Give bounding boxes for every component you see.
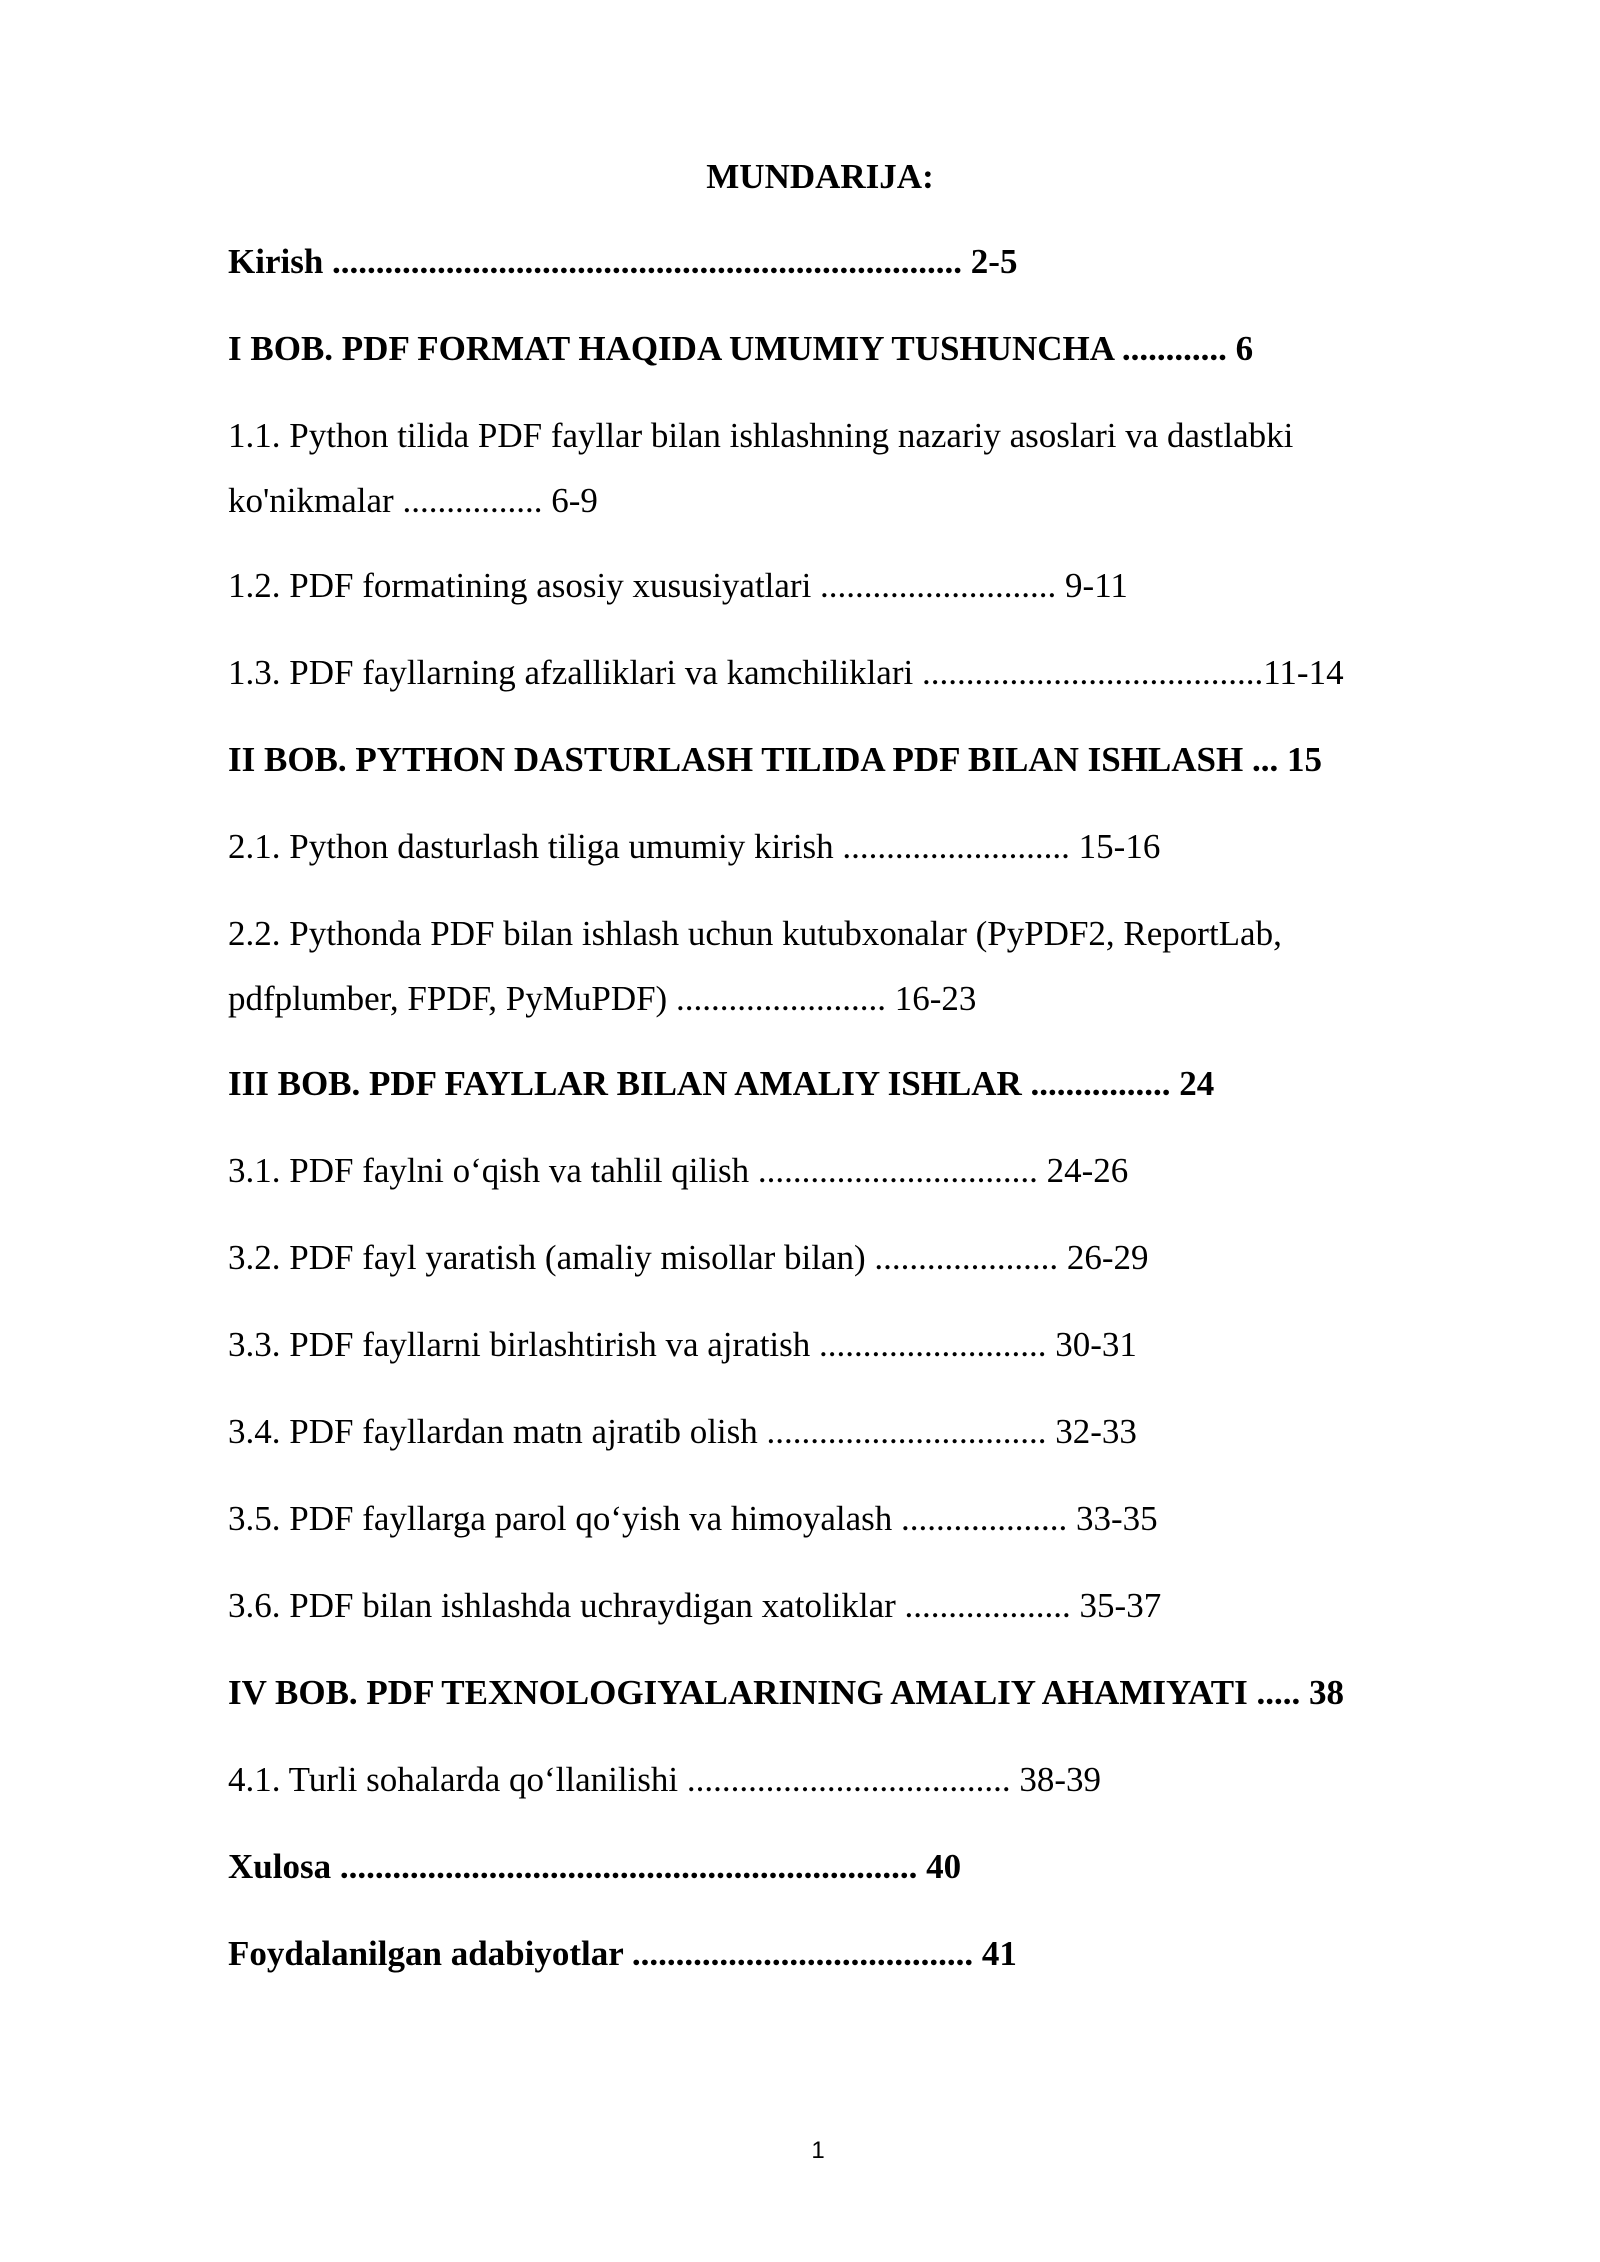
- toc-section-3-4: 3.4. PDF fayllardan matn ajratib olish ................................ 32-33: [228, 1412, 1137, 1451]
- toc-chapter-2: II BOB. PYTHON DASTURLASH TILIDA PDF BILAN ISHLASH ... 15: [228, 740, 1322, 779]
- toc-section-2-2: 2.2. Pythonda PDF bilan ishlash uchun kutubxonalar (PyPDF2, ReportLab, pdfplumber, FPDF, PyMuPDF) ........................ 16-23: [228, 914, 1282, 1018]
- page-number: 1: [811, 2137, 825, 2164]
- toc-chapter-1: I BOB. PDF FORMAT HAQIDA UMUMIY TUSHUNCHA ............ 6: [228, 329, 1254, 368]
- toc-section-1-1: 1.1. Python tilida PDF fayllar bilan ishlashning nazariy asoslari va dastlabki ko'nikmalar ................ 6-9: [228, 416, 1294, 520]
- toc-section-3-1: 3.1. PDF faylni o‘qish va tahlil qilish ................................ 24-26: [228, 1151, 1129, 1190]
- toc-section-2-1: 2.1. Python dasturlash tiliga umumiy kirish .......................... 15-16: [228, 827, 1161, 866]
- toc-title: MUNDARIJA:: [706, 157, 934, 196]
- toc-chapter-4: IV BOB. PDF TEXNOLOGIYALARINING AMALIY AHAMIYATI ..... 38: [228, 1673, 1344, 1712]
- toc-section-3-6: 3.6. PDF bilan ishlashda uchraydigan xatoliklar ................... 35-37: [228, 1586, 1162, 1625]
- toc-entry-adabiyotlar: Foydalanilgan adabiyotlar ....................................... 41: [228, 1934, 1017, 1973]
- toc-section-1-2: 1.2. PDF formatining asosiy xususiyatlari ........................... 9-11: [228, 566, 1128, 605]
- toc-entry-kirish: Kirish ........................................................................ 2-5: [228, 242, 1018, 281]
- toc-section-3-5: 3.5. PDF fayllarga parol qo‘yish va himoyalash ................... 33-35: [228, 1499, 1158, 1538]
- toc-entry-xulosa: Xulosa .................................................................. 40: [228, 1847, 962, 1886]
- toc-section-4-1: 4.1. Turli sohalarda qo‘llanilishi ..................................... 38-39: [228, 1760, 1102, 1799]
- toc-section-1-3: 1.3. PDF fayllarning afzalliklari va kamchiliklari .......................................11-14: [228, 653, 1344, 692]
- toc-section-3-3: 3.3. PDF fayllarni birlashtirish va ajratish .......................... 30-31: [228, 1325, 1137, 1364]
- toc-section-3-2: 3.2. PDF fayl yaratish (amaliy misollar bilan) ..................... 26-29: [228, 1238, 1149, 1277]
- toc-chapter-3: III BOB. PDF FAYLLAR BILAN AMALIY ISHLAR ................ 24: [228, 1064, 1215, 1103]
